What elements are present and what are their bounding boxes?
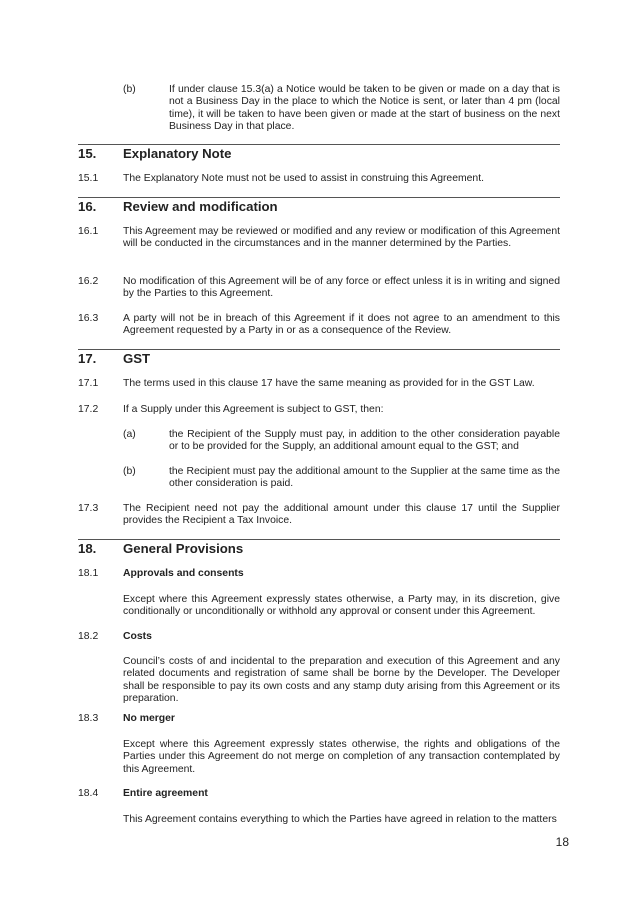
sub-marker: (b) bbox=[123, 84, 136, 95]
clause-text: The terms used in this clause 17 have the same meaning as provided for in the GST Law. bbox=[123, 378, 535, 389]
clause-text: A party will not be in breach of this Agreement if it does not agree to an amendment to this Agreement requested by a Party in or as a consequence of the Review. bbox=[123, 313, 560, 337]
clause-text: This Agreement contains everything to which the Parties have agreed in relation to the matters bbox=[123, 814, 557, 825]
clause-text: If a Supply under this Agreement is subject to GST, then: bbox=[123, 404, 384, 415]
sub-clause-text: If under clause 15.3(a) a Notice would be taken to be given or made on a day that is not a Business Day in the place to which the Notice is sent, or later than 4 pm (local time), it will be taken to have been given or made at the start of business on the next Business Day in that place. bbox=[169, 84, 560, 133]
clause-number: 16.3 bbox=[78, 313, 99, 324]
clause-heading: Entire agreement bbox=[123, 788, 208, 799]
clause-text: Except where this Agreement expressly states otherwise, a Party may, in its discretion, give conditionally or unconditionally or withhold any approval or consent under this Agreement. bbox=[123, 594, 560, 618]
clause-number: 17.2 bbox=[78, 404, 99, 415]
section-number: 17. bbox=[78, 351, 97, 366]
clause-heading: Approvals and consents bbox=[123, 568, 244, 579]
section-title: General Provisions bbox=[123, 541, 244, 556]
section-number: 16. bbox=[78, 199, 97, 214]
clause-text: Except where this Agreement expressly states otherwise, the rights and obligations of the Parties under this Agreement do not merge on completion of any transaction contemplated by this Agreement. bbox=[123, 739, 560, 775]
section-divider bbox=[78, 197, 560, 198]
clause-text: The Recipient need not pay the additional amount under this clause 17 until the Supplier provides the Recipient a Tax Invoice. bbox=[123, 503, 560, 527]
clause-text: The Explanatory Note must not be used to assist in construing this Agreement. bbox=[123, 173, 484, 184]
clause-text: Council’s costs of and incidental to the preparation and execution of this Agreement and any related documents and registration of same shall be borne by the Developer. The Developer shall be responsible to pay its own costs and any stamp duty arising from this Agreement or its preparation. bbox=[123, 656, 560, 705]
clause-number: 18.3 bbox=[78, 713, 99, 724]
sub-clause-text: the Recipient of the Supply must pay, in addition to the other consideration payable or to be provided for the Supply, an additional amount equal to the GST; and bbox=[169, 429, 560, 453]
clause-text: This Agreement may be reviewed or modified and any review or modification of this Agreement will be conducted in the circumstances and in the manner determined by the Parties. bbox=[123, 226, 560, 250]
clause-heading: No merger bbox=[123, 713, 175, 724]
sub-marker: (a) bbox=[123, 429, 136, 440]
clause-number: 17.1 bbox=[78, 378, 99, 389]
clause-heading: Costs bbox=[123, 631, 152, 642]
section-divider bbox=[78, 144, 560, 145]
section-title: GST bbox=[123, 351, 151, 366]
clause-number: 18.1 bbox=[78, 568, 99, 579]
sub-clause-text: the Recipient must pay the additional amount to the Supplier at the same time as the other consideration is paid. bbox=[169, 466, 560, 490]
sub-marker: (b) bbox=[123, 466, 136, 477]
section-title: Review and modification bbox=[123, 199, 278, 214]
clause-number: 18.2 bbox=[78, 631, 99, 642]
section-divider bbox=[78, 349, 560, 350]
clause-number: 17.3 bbox=[78, 503, 99, 514]
clause-number: 18.4 bbox=[78, 788, 99, 799]
clause-number: 15.1 bbox=[78, 173, 99, 184]
section-divider bbox=[78, 539, 560, 540]
section-number: 18. bbox=[78, 541, 97, 556]
page-number: 18 bbox=[555, 835, 569, 849]
clause-number: 16.1 bbox=[78, 226, 99, 237]
section-number: 15. bbox=[78, 146, 97, 161]
clause-number: 16.2 bbox=[78, 276, 99, 287]
section-title: Explanatory Note bbox=[123, 146, 232, 161]
clause-text: No modification of this Agreement will be of any force or effect unless it is in writing and signed by the Parties to this Agreement. bbox=[123, 276, 560, 300]
